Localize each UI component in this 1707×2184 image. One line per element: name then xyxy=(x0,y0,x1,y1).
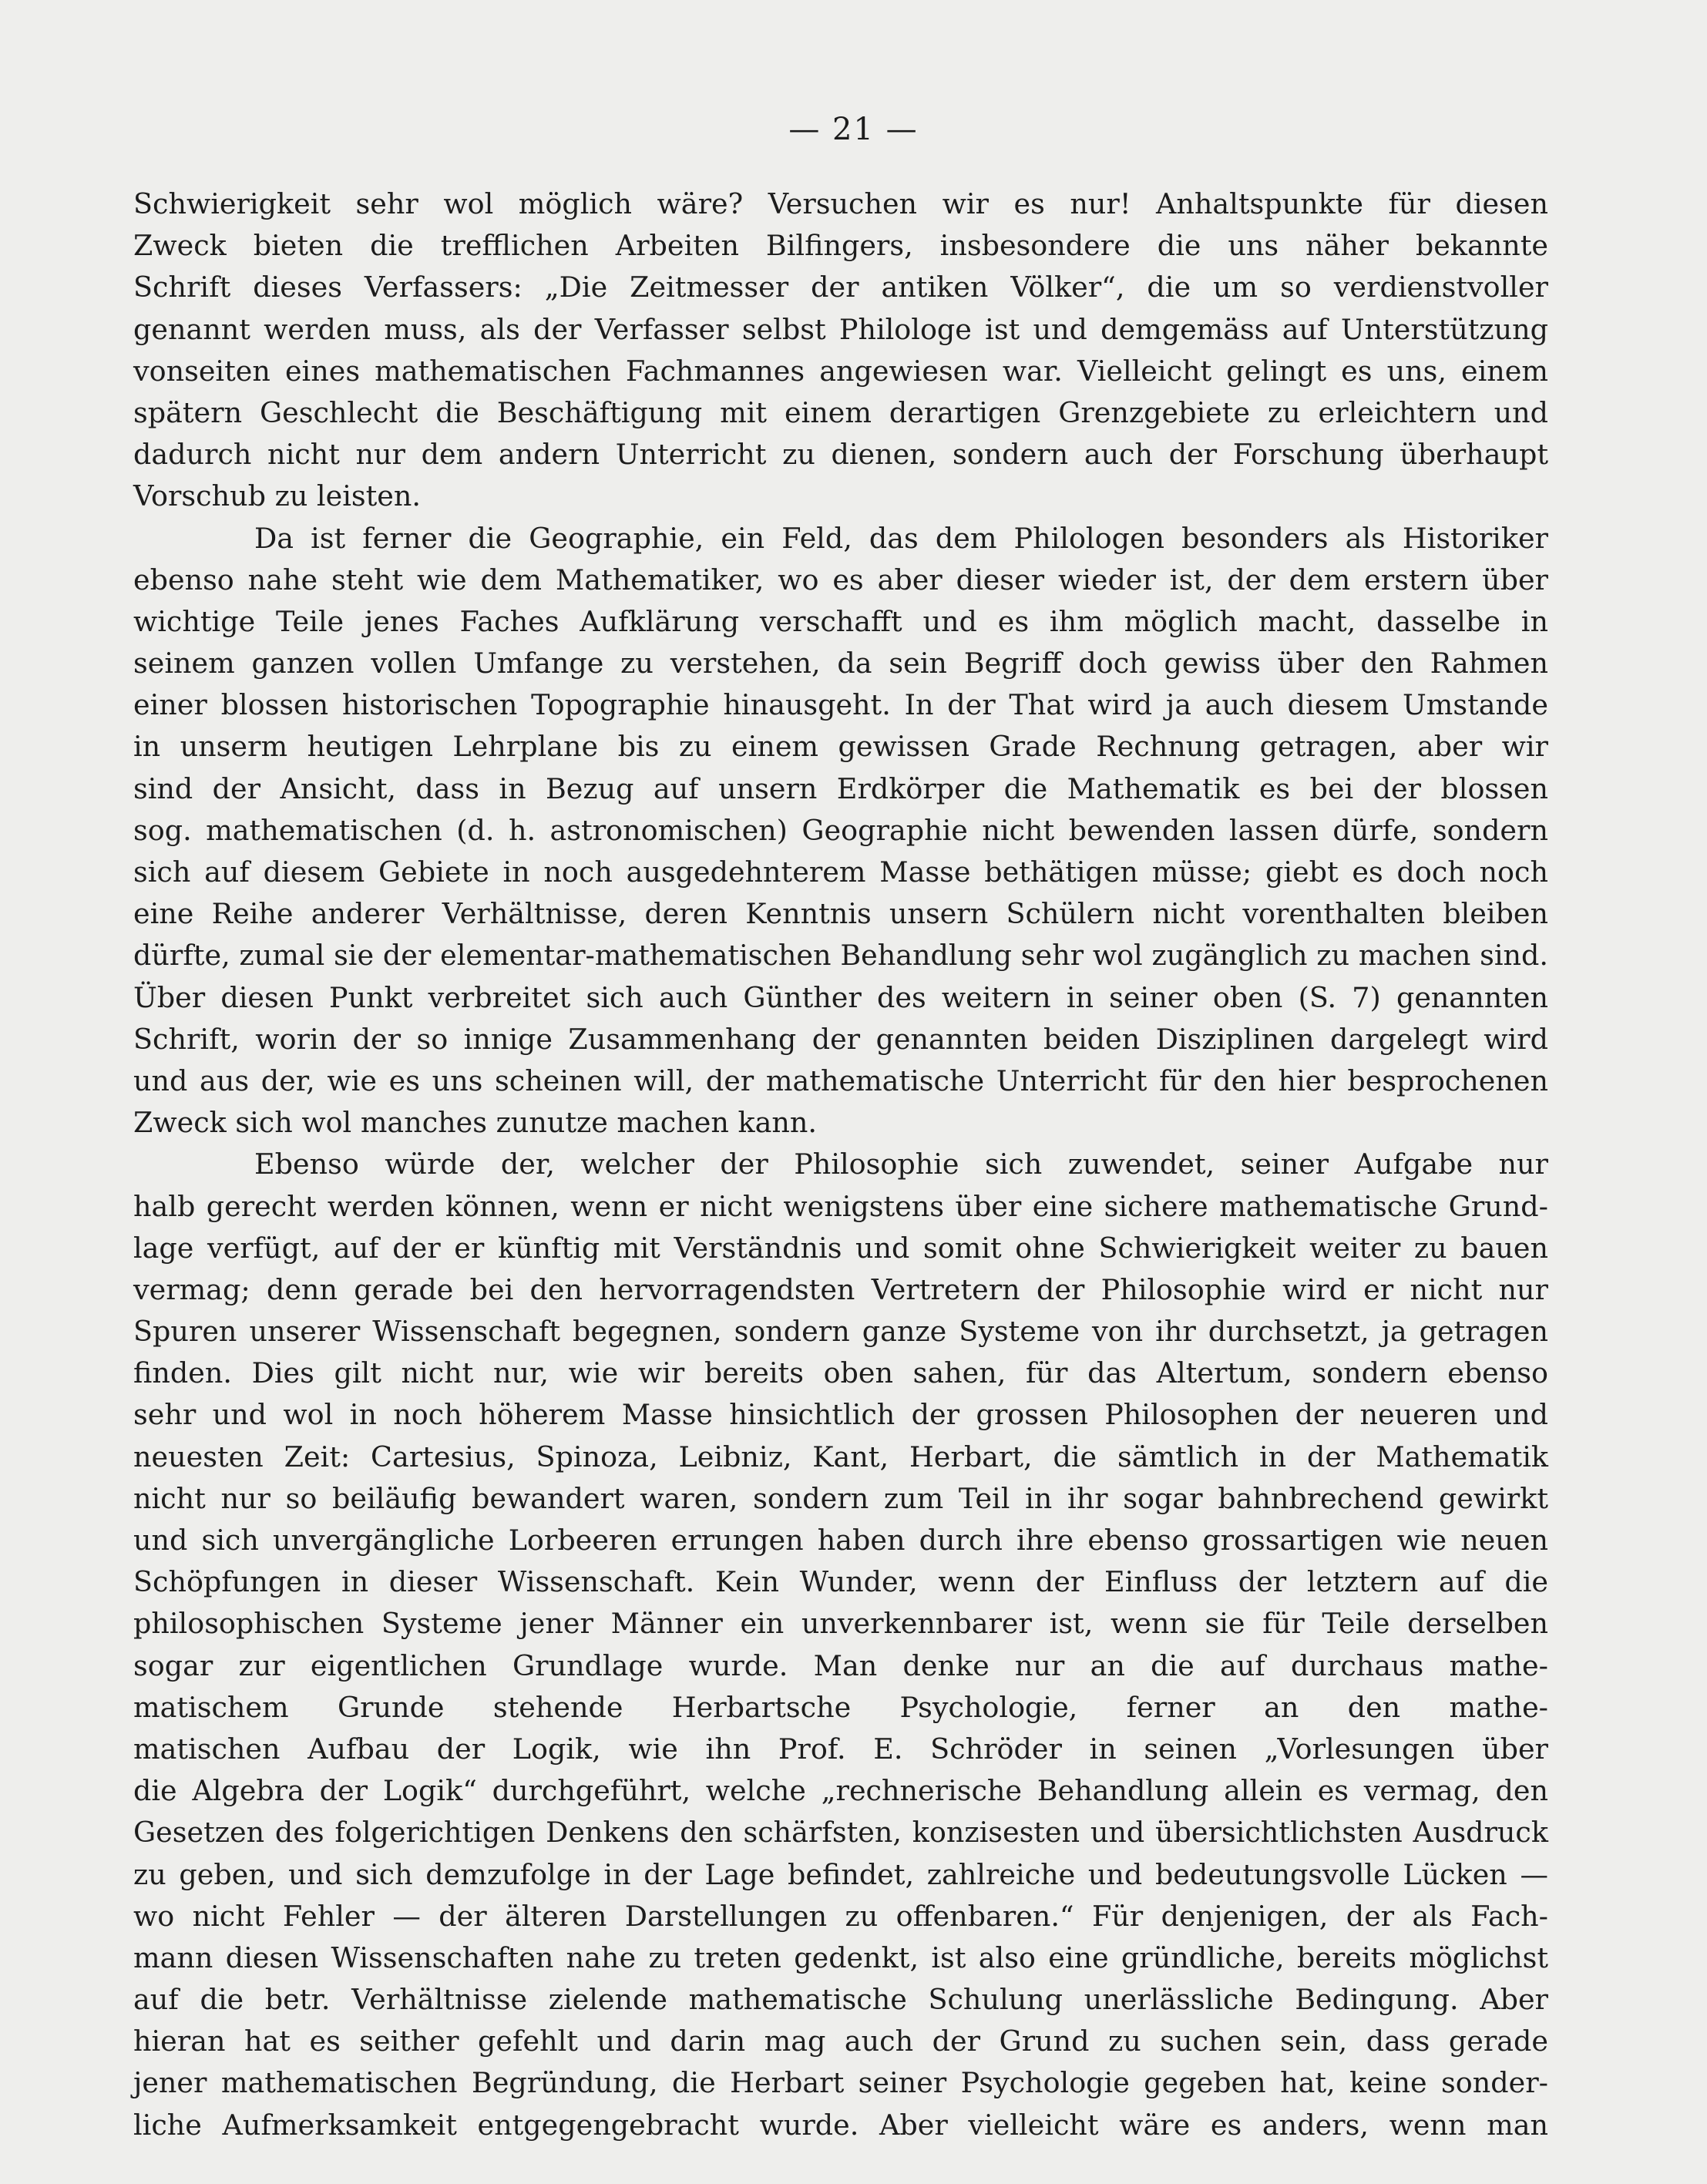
text-line: halb gerecht werden können, wenn er nicht wenigstens über eine sichere mathematische Grund- xyxy=(133,1189,1548,1223)
text-line: spätern Geschlecht die Beschäftigung mit einem derartigen Grenzgebiete zu erleichtern und xyxy=(133,395,1548,429)
text-line: Vorschub zu leisten. xyxy=(133,479,421,513)
text-line: Schrift dieses Verfassers: „Die Zeitmesser der antiken Völker“, die um so verdienstvoller xyxy=(133,270,1548,304)
text-line: Da ist ferner die Geographie, ein Feld, das dem Philologen besonders als Historiker xyxy=(254,521,1548,555)
text-line: Ebenso würde der, welcher der Philosophie sich zuwendet, seiner Aufgabe nur xyxy=(254,1147,1548,1181)
text-line: dürfte, zumal sie der elementar-mathematischen Behandlung sehr wol zugänglich zu machen sind. xyxy=(133,939,1548,973)
text-line: einer blossen historischen Topographie hinausgeht. In der That wird ja auch diesem Umstande xyxy=(133,688,1548,722)
text-line: und sich unvergängliche Lorbeeren errungen haben durch ihre ebenso grossartigen wie neuen xyxy=(133,1524,1548,1557)
text-line: finden. Dies gilt nicht nur, wie wir bereits oben sahen, für das Altertum, sondern ebenso xyxy=(133,1356,1548,1390)
text-line: sog. mathematischen (d. h. astronomischen) Geographie nicht bewenden lassen dürfe, sondern xyxy=(133,813,1548,847)
text-line: ebenso nahe steht wie dem Mathematiker, wo es aber dieser wieder ist, der dem erstern über xyxy=(133,563,1548,596)
text-line: matischen Aufbau der Logik, wie ihn Prof. E. Schröder in seinen „Vorlesungen über xyxy=(133,1732,1548,1766)
text-line: eine Reihe anderer Verhältnisse, deren Kenntnis unsern Schülern nicht vorenthalten bleiben xyxy=(133,897,1548,931)
text-line: liche Aufmerksamkeit entgegengebracht wurde. Aber vielleicht wäre es anders, wenn man xyxy=(133,2108,1548,2142)
text-line: Schwierigkeit sehr wol möglich wäre? Versuchen wir es nur! Anhaltspunkte für diesen xyxy=(133,187,1548,220)
text-line: und aus der, wie es uns scheinen will, der mathematische Unterricht für den hier besprochenen xyxy=(133,1063,1548,1097)
text-line: Zweck bieten die trefflichen Arbeiten Bilfingers, insbesondere die uns näher bekannte xyxy=(133,229,1548,263)
text-line: genannt werden muss, als der Verfasser selbst Philologe ist und demgemäss auf Unterstützung xyxy=(133,312,1548,346)
text-line: neuesten Zeit: Cartesius, Spinoza, Leibniz, Kant, Herbart, die sämtlich in der Mathematik xyxy=(133,1440,1548,1473)
text-line: in unserm heutigen Lehrplane bis zu einem gewissen Grade Rechnung getragen, aber wir xyxy=(133,730,1548,764)
text-line: wo nicht Fehler — der älteren Darstellungen zu offenbaren.“ Für denjenigen, der als Fach- xyxy=(133,1899,1548,1933)
text-line: seinem ganzen vollen Umfange zu verstehen, da sein Begriff doch gewiss über den Rahmen xyxy=(133,647,1548,680)
text-line: Zweck sich wol manches zunutze machen kann. xyxy=(133,1106,817,1140)
text-line: jener mathematischen Begründung, die Herbart seiner Psychologie gegeben hat, keine sonder- xyxy=(133,2066,1548,2100)
text-line: Spuren unserer Wissenschaft begegnen, sondern ganze Systeme von ihr durchsetzt, ja getragen xyxy=(133,1315,1548,1349)
text-line: dadurch nicht nur dem andern Unterricht zu dienen, sondern auch der Forschung überhaupt xyxy=(133,438,1548,472)
text-line: mann diesen Wissenschaften nahe zu treten gedenkt, ist also eine gründliche, bereits möglichst xyxy=(133,1940,1548,1974)
text-line: hieran hat es seither gefehlt und darin mag auch der Grund zu suchen sein, dass gerade xyxy=(133,2024,1548,2058)
text-line: die Algebra der Logik“ durchgeführt, welche „rechnerische Behandlung allein es vermag, den xyxy=(133,1774,1548,1808)
text-line: vonseiten eines mathematischen Fachmannes angewiesen war. Vielleicht gelingt es uns, einem xyxy=(133,354,1548,388)
text-line: sich auf diesem Gebiete in noch ausgedehnterem Masse bethätigen müsse; giebt es doch noch xyxy=(133,855,1548,889)
text-line: auf die betr. Verhältnisse zielende mathematische Schulung unerlässliche Bedingung. Aber xyxy=(133,1983,1548,2017)
text-line: lage verfügt, auf der er künftig mit Verständnis und somit ohne Schwierigkeit weiter zu bauen xyxy=(133,1231,1548,1265)
text-line: Über diesen Punkt verbreitet sich auch Günther des weitern in seiner oben (S. 7) genannten xyxy=(133,980,1548,1014)
text-line: sehr und wol in noch höherem Masse hinsichtlich der grossen Philosophen der neueren und xyxy=(133,1398,1548,1432)
text-line: Schöpfungen in dieser Wissenschaft. Kein Wunder, wenn der Einfluss der letztern auf die xyxy=(133,1565,1548,1599)
text-line: zu geben, und sich demzufolge in der Lage befindet, zahlreiche und bedeutungsvolle Lücken — xyxy=(133,1857,1548,1891)
text-line: nicht nur so beiläufig bewandert waren, sondern zum Teil in ihr sogar bahnbrechend gewirkt xyxy=(133,1481,1548,1515)
text-line: Schrift, worin der so innige Zusammenhang der genannten beiden Disziplinen dargelegt wird xyxy=(133,1022,1548,1056)
text-line: philosophischen Systeme jener Männer ein unverkennbarer ist, wenn sie für Teile derselben xyxy=(133,1607,1548,1641)
text-line: wichtige Teile jenes Faches Aufklärung verschafft und es ihm möglich macht, dasselbe in xyxy=(133,604,1548,638)
text-line: matischem Grunde stehende Herbartsche Psychologie, ferner an den mathe- xyxy=(133,1690,1548,1724)
text-line: vermag; denn gerade bei den hervorragendsten Vertretern der Philosophie wird er nicht nur xyxy=(133,1272,1548,1306)
text-line: sogar zur eigentlichen Grundlage wurde. Man denke nur an die auf durchaus mathe- xyxy=(133,1648,1548,1682)
body-text xyxy=(133,183,1548,2146)
text-line: Gesetzen des folgerichtigen Denkens den schärfsten, konzisesten und übersichtlichsten Ausdruck xyxy=(133,1816,1548,1850)
text-line: sind der Ansicht, dass in Bezug auf unsern Erdkörper die Mathematik es bei der blossen xyxy=(133,771,1548,805)
page-number: — 21 — xyxy=(788,112,919,147)
